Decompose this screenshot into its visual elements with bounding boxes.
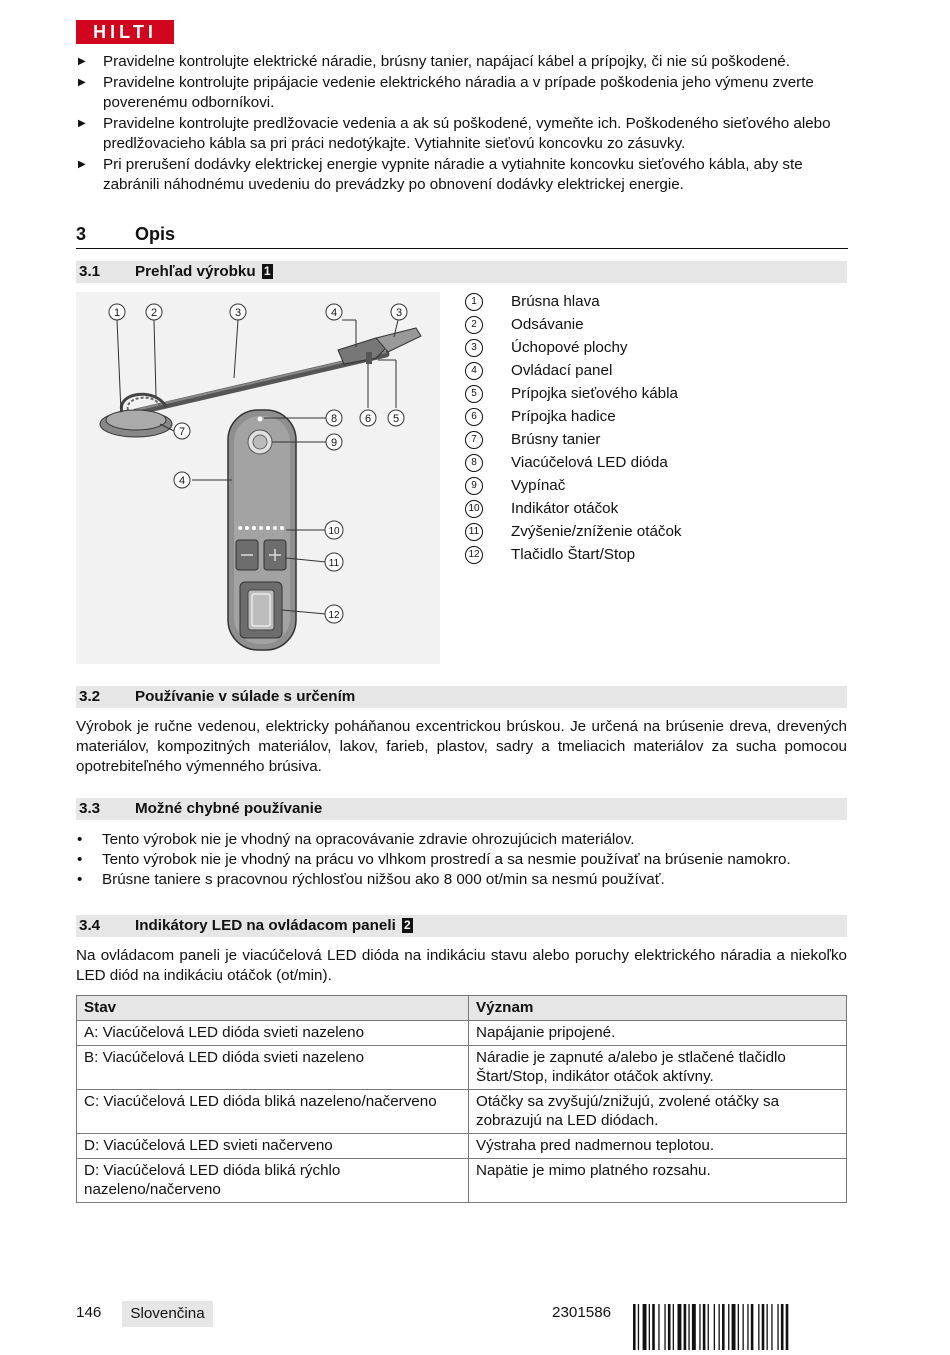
legend-label: Viacúčelová LED dióda [511,454,668,471]
figure-reference-badge: 2 [404,918,411,932]
triangle-bullet-icon: ▶ [78,159,86,170]
table-row [77,1159,847,1203]
legend-label: Indikátor otáčok [511,500,619,517]
callout-3 [230,304,246,320]
callout-4 [174,472,190,488]
table-cell: Výstraha pred nadmernou teplotou. [469,1134,847,1159]
triangle-bullet-icon: ▶ [78,77,86,88]
legend-number: 10 [465,500,483,518]
product-illustration [76,292,440,664]
led-intro-paragraph: Na ovládacom paneli je viacúčelová LED dióda na indikáciu stavu alebo poruchy elektrického náradia a niekoľko LED diód na indikáciu otáčok (ot/min). [76,947,847,984]
table-cell: A: Viacúčelová LED dióda svieti nazeleno [77,1021,469,1046]
bullet-icon: • [77,851,83,868]
legend-number: 4 [465,362,483,380]
figure-reference-badge: 1 [263,264,271,278]
legend-number: 12 [465,546,483,564]
misuse-list [76,830,847,890]
svg-text:4: 4 [330,307,338,319]
table-cell: D: Viacúčelová LED svieti načerveno [77,1134,469,1159]
section-number: 3.2 [79,688,101,705]
legend-label: Brúsny tanier [511,431,601,448]
table-cell: C: Viacúčelová LED dióda bliká nazeleno/načerveno [77,1090,469,1134]
svg-text:3: 3 [234,307,242,319]
section-3-4-heading [76,915,847,937]
bullet-icon: • [77,871,83,888]
legend-item [465,499,845,522]
legend-label: Vypínač [511,477,566,494]
svg-text:4: 4 [178,475,186,487]
legend-label: Úchopové plochy [511,339,628,356]
callout-4-top [326,304,342,320]
section-3-heading [76,224,848,249]
callout-3-top [391,304,407,320]
list-item: ▶ Pravidelne kontrolujte elektrické náradie, brúsny tanier, napájací kábel a prípojky, či nie sú poškodené. [78,53,790,70]
svg-text:11: 11 [328,558,340,569]
list-item: • Tento výrobok nie je vhodný na prácu vo vlhkom prostredí a sa nesmie používať na brúsenie namokro. [77,851,791,868]
legend-label: Odsávanie [511,316,584,333]
list-item: • Brúsne taniere s pracovnou rýchlosťou nižšou ako 8 000 ot/min sa nesmú používať. [77,871,665,888]
callout-6 [360,410,376,426]
callout-9 [326,434,342,450]
legend-number: 2 [465,316,483,334]
svg-text:2: 2 [150,307,158,319]
legend-number: 1 [465,293,483,311]
intended-use-paragraph: Výrobok je ručne vedenou, elektricky poháňanou excentrickou brúskou. Je určená na brúsenie dreva, drevených materiálov, kompozitných materiálov, lakov, farieb, plastov, sadry a tmeliacich materiálov za sucha pomocou opotrebiteľného výmenného brúsiva. [76,718,847,775]
barcode [633,1304,847,1350]
svg-text:1: 1 [113,307,121,319]
table-row [77,1021,847,1046]
legend-number: 8 [465,454,483,472]
table-row [77,1090,847,1134]
section-3-2-heading [76,686,847,708]
page-number: 146 [76,1304,102,1321]
section-number: 3 [76,224,87,244]
legend-number: 3 [465,339,483,357]
led-status-table [76,995,847,1203]
section-number: 3.4 [79,917,101,934]
document-code: 2301586 [552,1304,612,1321]
section-title: Indikátory LED na ovládacom paneli 2 [135,917,411,934]
callout-8 [326,410,342,426]
legend-label: Prípojka hadice [511,408,616,425]
list-item: • Tento výrobok nie je vhodný na opracovávanie zdravie ohrozujúcich materiálov. [77,831,635,848]
column-header-meaning: Význam [469,996,847,1021]
legend-item [465,453,845,476]
triangle-bullet-icon: ▶ [78,56,86,67]
svg-text:7: 7 [178,426,186,438]
table-row [77,1046,847,1090]
svg-text:12: 12 [328,610,340,621]
legend-item [465,338,845,361]
legend-item [465,545,845,568]
legend-label: Brúsna hlava [511,293,600,310]
bullet-icon: • [77,831,83,848]
legend-item [465,430,845,453]
svg-text:10: 10 [328,526,340,537]
section-3-1-heading [76,261,847,283]
legend-item [465,384,845,407]
legend-item [465,522,845,545]
table-header-row [77,996,847,1021]
column-header-state: Stav [77,996,469,1021]
triangle-bullet-icon: ▶ [78,118,86,129]
table-cell: Otáčky sa zvyšujú/znižujú, zvolené otáčky sa zobrazujú na LED diódach. [469,1090,847,1134]
callout-1 [109,304,125,320]
table-cell: Náradie je zapnuté a/alebo je stlačené tlačidlo Štart/Stop, indikátor otáčok aktívny. [469,1046,847,1090]
legend-label: Tlačidlo Štart/Stop [511,546,636,563]
legend-item [465,476,845,499]
svg-text:3: 3 [395,307,403,319]
svg-text:6: 6 [364,413,372,425]
callout-11 [325,553,343,571]
product-overview-figure [76,292,440,664]
figure-legend [465,292,845,568]
table-cell: Napätie je mimo platného rozsahu. [469,1159,847,1203]
svg-text:5: 5 [392,413,400,425]
legend-number: 6 [465,408,483,426]
svg-text:9: 9 [330,437,338,449]
callout-12 [325,605,343,623]
callout-7 [174,423,190,439]
language-label: Slovenčina [122,1301,213,1327]
legend-item [465,315,845,338]
callout-5 [388,410,404,426]
section-title: Možné chybné používanie [135,800,323,817]
section-3-3-heading [76,798,847,820]
legend-number: 9 [465,477,483,495]
section-title: Prehľad výrobku 1 [135,263,271,280]
section-number: 3.1 [79,263,101,280]
hilti-logo [76,20,174,44]
list-item: ▶ Pravidelne kontrolujte pripájacie vedenie elektrického náradia a v prípade poškodenia jeho výmenu zverte poverenému odborníkovi. [78,74,814,111]
legend-number: 7 [465,431,483,449]
callout-2 [146,304,162,320]
legend-item [465,361,845,384]
legend-item [465,292,845,315]
section-title: Používanie v súlade s určením [135,688,356,705]
table-cell: B: Viacúčelová LED dióda svieti nazeleno [77,1046,469,1090]
legend-number: 11 [465,523,483,541]
table-cell: D: Viacúčelová LED dióda bliká rýchlo nazeleno/načerveno [77,1159,469,1203]
safety-bullet-list [76,52,848,196]
logo-text: HILTI [93,22,157,42]
table-cell: Napájanie pripojené. [469,1021,847,1046]
section-number: 3.3 [79,800,101,817]
callout-10 [325,521,343,539]
barcode-graphic [633,1304,847,1350]
legend-label: Ovládací panel [511,362,613,379]
list-item: ▶ Pri prerušení dodávky elektrickej energie vypnite náradie a vytiahnite koncovku sieťového kábla, aby ste zabránili náhodnému uvedeniu do prevádzky po obnovení dodávky elektrickej energie. [78,156,803,193]
table-row [77,1134,847,1159]
legend-label: Zvýšenie/zníženie otáčok [511,523,682,540]
svg-text:8: 8 [330,413,338,425]
legend-label: Prípojka sieťového kábla [511,385,678,402]
legend-item [465,407,845,430]
list-item: ▶ Pravidelne kontrolujte predlžovacie vedenia a ak sú poškodené, vymeňte ich. Poškodeného sieťového alebo predlžovacieho kábla sa pri práci nedotýkajte. Vytiahnite sieťovú koncovku zo zásuvky. [78,115,831,152]
legend-number: 5 [465,385,483,403]
section-title: Opis [135,224,176,244]
